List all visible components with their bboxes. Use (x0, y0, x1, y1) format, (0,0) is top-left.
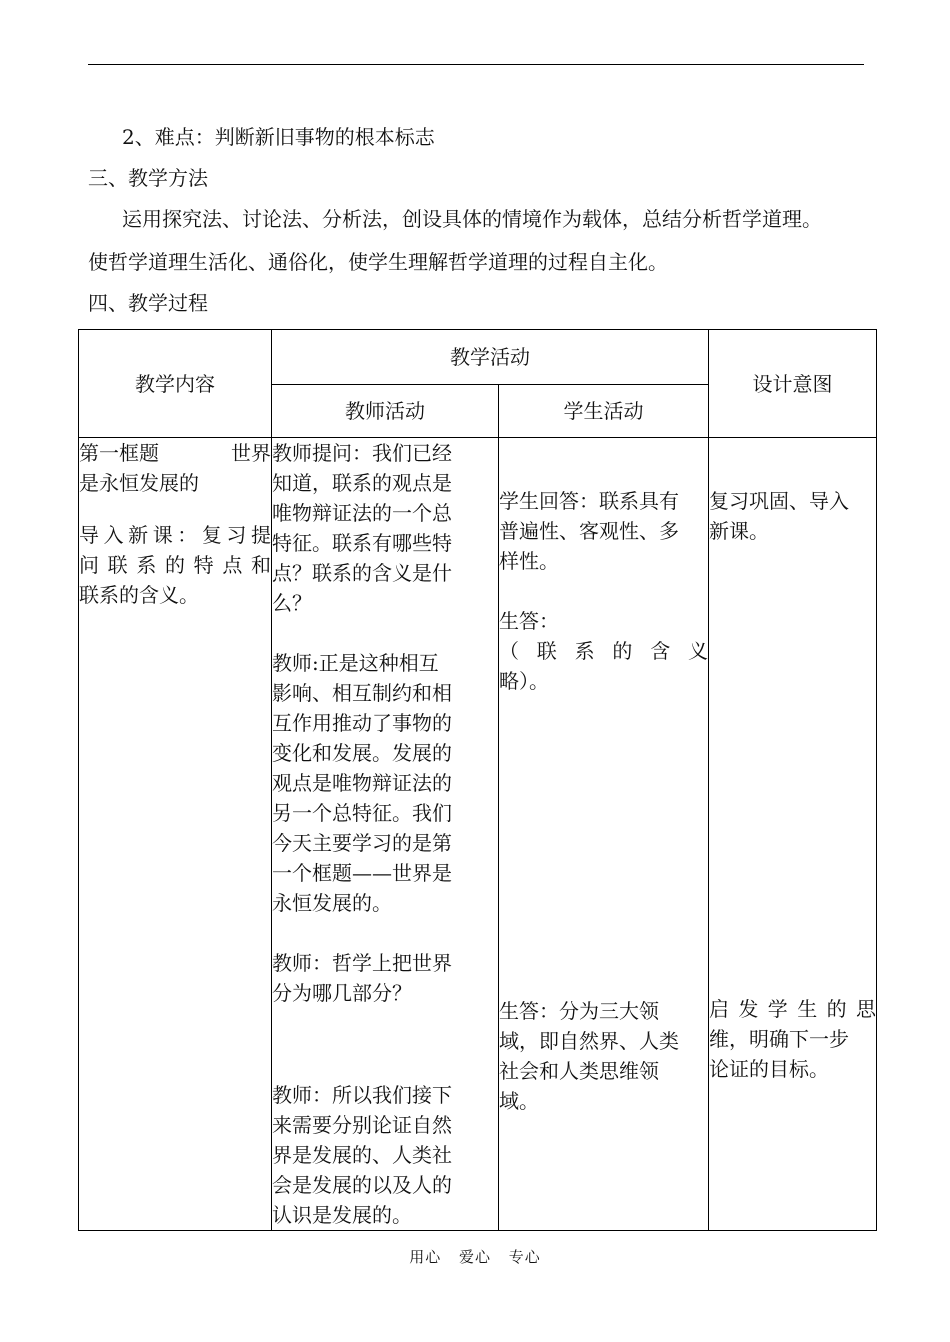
process-heading: 四、教学过程 (88, 291, 208, 315)
teacher-text: 影响、相互制约和相 (272, 681, 452, 705)
header-rule (88, 64, 864, 65)
teacher-text: 观点是唯物辩证法的 (272, 771, 452, 795)
teacher-text: 教师：所以我们接下 (272, 1083, 452, 1107)
teacher-text: 来需要分别论证自然 (272, 1113, 452, 1137)
teacher-text: 唯物辩证法的一个总 (272, 501, 452, 525)
header-teacher: 教师活动 (272, 385, 499, 438)
student-cell (499, 438, 709, 1231)
methods-text-line-1: 运用探究法、讨论法、分析法，创设具体的情境作为载体，总结分析哲学道理。 (122, 207, 822, 231)
teacher-text: 教师提问：我们已经 (272, 441, 452, 465)
page-footer (0, 1246, 950, 1267)
teacher-text: 教师：哲学上把世界 (272, 951, 452, 975)
teacher-text: 另一个总特征。我们 (272, 801, 452, 825)
teacher-text: 一个框题——世界是 (272, 861, 452, 885)
teacher-text: 么？ (272, 591, 312, 615)
teaching-process-table (78, 329, 877, 1231)
student-text: 生答： (499, 609, 559, 633)
student-text: 生答：分为三大领 (499, 999, 659, 1023)
methods-heading: 三、教学方法 (88, 166, 208, 190)
teacher-text: 知道，联系的观点是 (272, 471, 452, 495)
student-text: 学生回答：联系具有 (499, 489, 679, 513)
teacher-text: 教师:正是这种相互 (272, 651, 439, 675)
content-cell (79, 438, 272, 1231)
student-text: 域，即自然界、人类 (499, 1029, 679, 1053)
header-intent: 设计意图 (709, 330, 877, 438)
student-text: 社会和人类思维领 (499, 1059, 659, 1083)
header-content: 教学内容 (79, 330, 272, 438)
header-student: 学生活动 (499, 385, 709, 438)
teacher-text: 今天主要学习的是第 (272, 831, 452, 855)
teacher-text: 互作用推动了事物的 (272, 711, 452, 735)
teacher-text: 永恒发展的。 (272, 891, 392, 915)
methods-text-line-2: 使哲学道理生活化、通俗化，使学生理解哲学道理的过程自主化。 (88, 250, 668, 274)
content-intro-line-3: 联系的含义。 (79, 583, 199, 607)
content-title-part-2: 世界 (231, 441, 271, 465)
content-title-part-1: 第一框题 (79, 441, 159, 465)
intent-text: 启发学生的思 (709, 997, 876, 1021)
teacher-text: 点？联系的含义是什 (272, 561, 452, 585)
footer-word-2: 爱心 (458, 1248, 491, 1266)
intent-text: 复习巩固、导入 (709, 489, 849, 513)
intent-text: 论证的目标。 (709, 1057, 829, 1081)
teacher-text: 认识是发展的。 (272, 1203, 412, 1227)
teacher-cell (272, 438, 499, 1231)
header-activity: 教学活动 (272, 330, 709, 385)
teacher-text: 会是发展的以及人的 (272, 1173, 452, 1197)
teacher-text: 特征。联系有哪些特 (272, 531, 452, 555)
teacher-text: 界是发展的、人类社 (272, 1143, 452, 1167)
teacher-text: 分为哪几部分？ (272, 981, 412, 1005)
content-intro-line-2: 问联系的特点和 (79, 553, 271, 577)
footer-word-3: 专心 (508, 1248, 541, 1266)
student-text: 略）。 (499, 669, 549, 693)
student-text: 普遍性、客观性、多 (499, 519, 679, 543)
intent-cell (709, 438, 877, 1231)
intent-text: 新课。 (709, 519, 769, 543)
student-text: 域。 (499, 1089, 539, 1113)
content-title-part-3: 是永恒发展的 (79, 471, 199, 495)
content-intro-line-1: 导入新课：复习提 (79, 523, 271, 547)
intent-text: 维，明确下一步 (709, 1027, 849, 1051)
student-text: （联系的含义 (499, 639, 708, 663)
footer-word-1: 用心 (409, 1248, 442, 1266)
teacher-text: 变化和发展。发展的 (272, 741, 452, 765)
difficulty-line: 2、难点：判断新旧事物的根本标志 (122, 125, 435, 149)
student-text: 样性。 (499, 549, 559, 573)
